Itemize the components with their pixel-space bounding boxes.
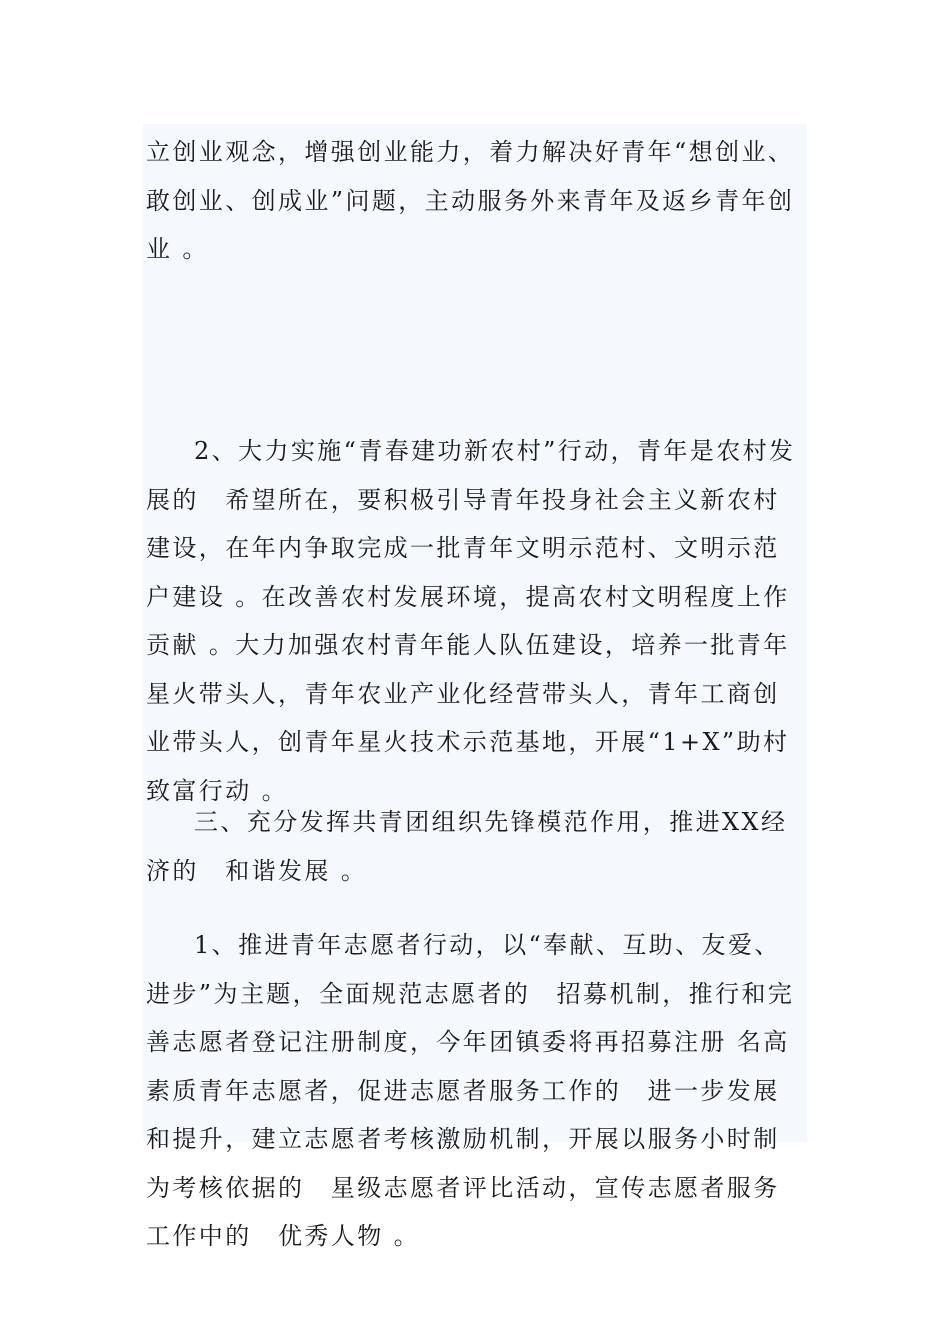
paragraph-item-1: 1、推进青年志愿者行动，以“奉献、互助、友爱、进步”为主题，全面规范志愿者的 招募机制，推行和完善志愿者登记注册制度，今年团镇委将再招募注册 名高素质青年志愿者，促进志愿者服务工作的 进一步发展和提升，建立志愿者考核激励机制，开展以服务小时制为考核依据的 星级志愿者评比活动，宣传志愿者服务工作中的 优秀人物 。 [146, 931, 795, 1250]
paragraph-continuation: 立创业观念，增强创业能力，着力解决好青年“想创业、敢创业、创成业”问题，主动服务外来青年及返乡青年创业 。 [146, 138, 795, 263]
text-block [143, 124, 807, 1250]
paragraph-item-2: 2、大力实施“青春建功新农村”行动，青年是农村发展的 希望所在，要积极引导青年投身社会主义新农村建设，在年内争取完成一批青年文明示范村、文明示范户建设 。在改善农村发展环境，提高农村文明程度上作贡献 。大力加强农村青年能人队伍建设，培养一批青年星火带头人，青年农业产业化经营带头人，青年工商创业带头人，创青年星火技术示范基地，开展“1+X”助村致富行动 。 [146, 437, 796, 805]
section-heading-3: 三、充分发挥共青团组织先锋模范作用，推进XX经济的 和谐发展 。 [146, 808, 788, 885]
